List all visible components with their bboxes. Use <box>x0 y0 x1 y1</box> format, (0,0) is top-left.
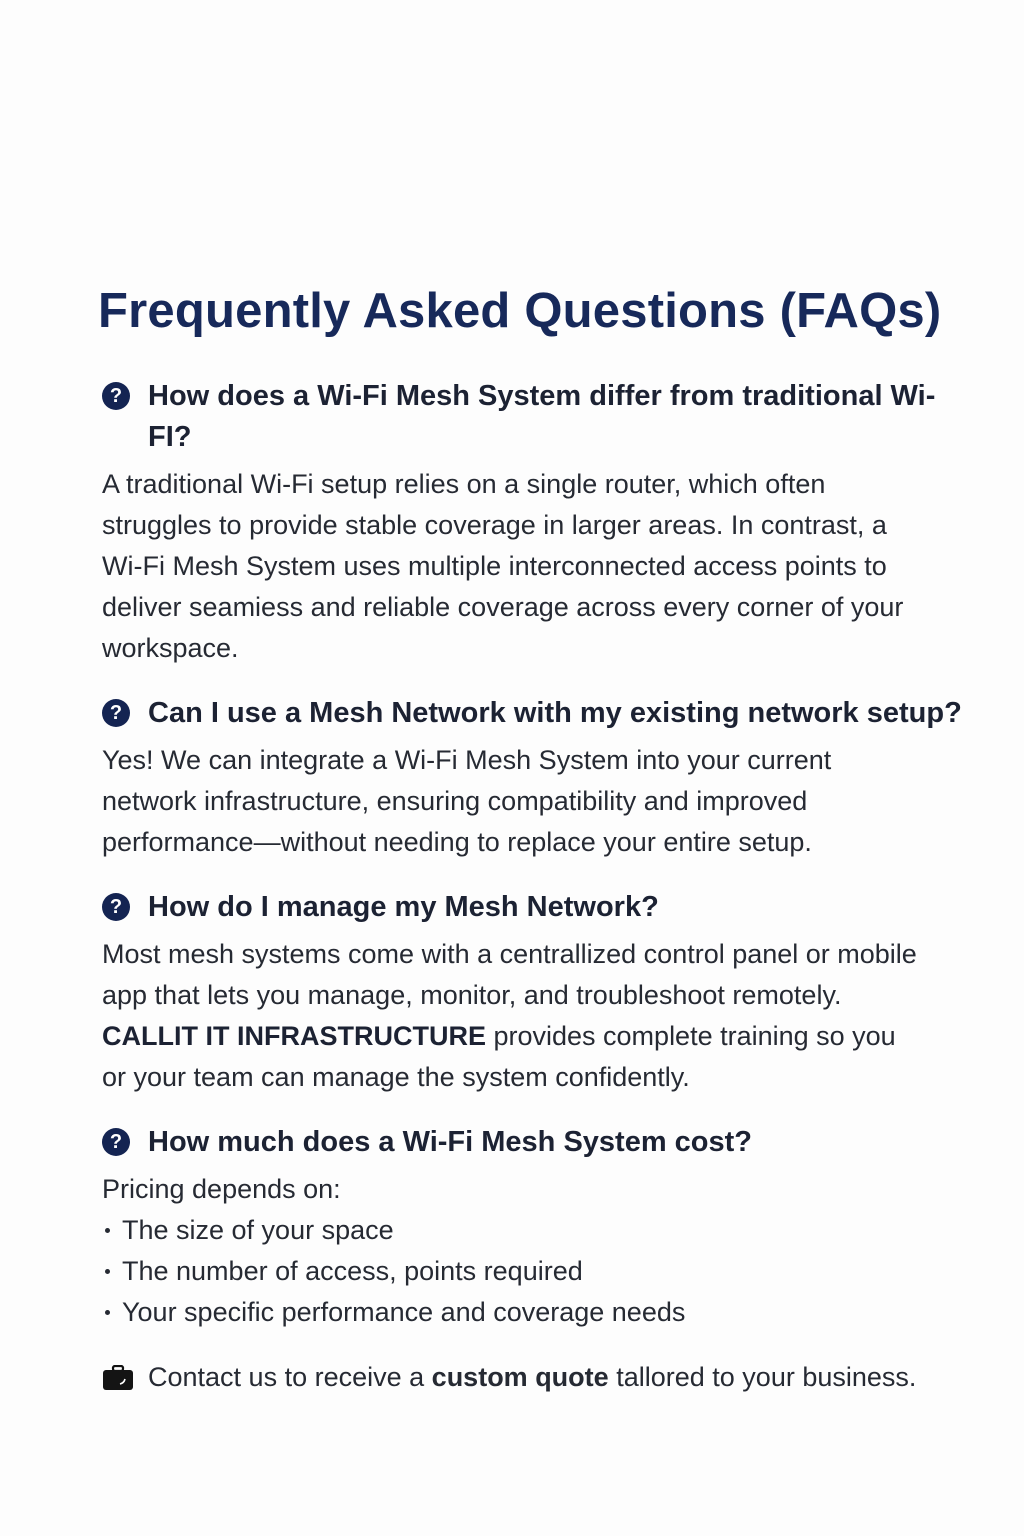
faq-question <box>102 376 962 458</box>
faq-page <box>98 282 962 1398</box>
faq-answer-intro: Pricing depends on: <box>102 1174 341 1204</box>
cta-highlight: custom quote <box>431 1362 609 1392</box>
faq-answer-text: provides complete training so you or your team can manage the system confidently. <box>102 1021 896 1092</box>
cta-text: Contact us to receive a <box>148 1362 425 1392</box>
pricing-factors-list <box>102 1210 962 1333</box>
faq-item <box>102 887 962 1098</box>
faq-question-text: How much does a Wi-Fi Mesh System cost? <box>148 1126 753 1158</box>
faq-question-text: How do I manage my Mesh Network? <box>148 891 659 923</box>
faq-answer-text: Most mesh systems come with a centrallized control panel or mobile app that lets you manage, monitor, and troubleshoot remotely. <box>102 939 917 1010</box>
faq-item <box>102 693 962 863</box>
contact-cta <box>102 1357 962 1398</box>
faq-answer <box>102 934 922 1098</box>
question-circle-icon: ? <box>102 699 130 727</box>
bullet-icon <box>105 1310 110 1315</box>
faq-item <box>102 1122 962 1333</box>
cta-text: to your business. <box>712 1362 917 1392</box>
faq-question-text: Can I use a Mesh Network with my existing network setup? <box>148 697 962 729</box>
bullet-icon <box>105 1228 110 1233</box>
list-item: The size of your space <box>102 1210 962 1251</box>
faq-answer: A traditional Wi-Fi setup relies on a single router, which often struggles to provide stable coverage in larger areas. In contrast, a Wi-Fi Mesh System uses multiple interconnected access points to deliver seamiess and reliable coverage across every corner of your workspace. <box>102 469 904 663</box>
company-name: CALLIT IT INFRASTRUCTURE <box>102 1021 486 1051</box>
faq-question <box>102 1122 962 1163</box>
question-circle-icon: ? <box>102 1128 130 1156</box>
faq-item <box>102 376 962 669</box>
bullet-icon <box>105 1269 110 1274</box>
faq-question-text: How does a Wi-Fi Mesh System differ from traditional Wi-FI? <box>148 380 936 453</box>
faq-question <box>102 693 962 734</box>
list-item: The number of access, points required <box>102 1251 962 1292</box>
question-circle-icon: ? <box>102 382 130 410</box>
briefcase-icon <box>102 1365 134 1391</box>
cta-text: tallored <box>616 1362 705 1392</box>
question-circle-icon: ? <box>102 893 130 921</box>
page-title: Frequently Asked Questions (FAQs) <box>98 284 942 338</box>
list-item: Your specific performance and coverage needs <box>102 1292 962 1333</box>
faq-answer: Yes! We can integrate a Wi-Fi Mesh System into your current network infrastructure, ensuring compatibility and improved performance—without needing to replace your entire setup. <box>102 745 832 857</box>
faq-question <box>102 887 962 928</box>
